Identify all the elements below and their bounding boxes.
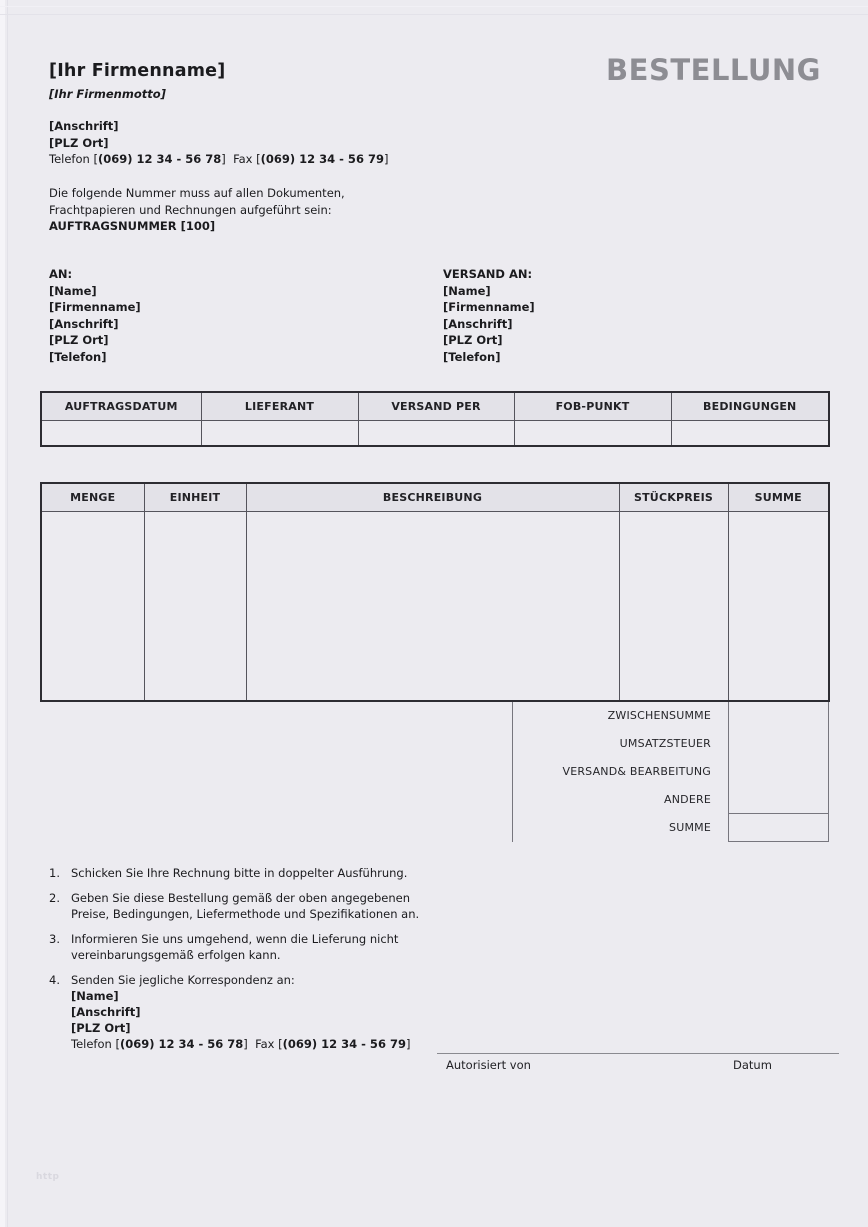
recipient-line: [Telefon]: [49, 349, 107, 364]
company-address-block: [49, 118, 388, 168]
tax-value-cell[interactable]: [728, 730, 829, 758]
items-value-cell[interactable]: [41, 511, 144, 701]
totals-row-other: [513, 786, 829, 814]
ship-to-line: [Firmenname]: [443, 300, 535, 315]
ship-to-heading: VERSAND AN:: [443, 267, 533, 281]
order-number: AUFTRAGSNUMMER [100]: [49, 219, 216, 233]
company-phone-fax-line: [49, 151, 388, 168]
instruction-item: [49, 865, 489, 881]
instruction-text: [71, 865, 407, 881]
totals-row-total: [513, 814, 829, 842]
order-info-header-cell: FOB-PUNKT: [514, 392, 671, 420]
company-name: [Ihr Firmenname]: [49, 61, 226, 81]
recipient-heading: AN:: [49, 267, 73, 281]
items-header-cell: MENGE: [41, 483, 144, 511]
order-info-value-cell[interactable]: [671, 420, 829, 446]
order-info-value-cell[interactable]: [201, 420, 358, 446]
order-info-value-cell[interactable]: [358, 420, 514, 446]
totals-row-subtotal: [513, 702, 829, 730]
order-info-value-row: [41, 420, 829, 446]
tax-label: UMSATZSTEUER: [619, 737, 711, 750]
bracket-close: ]: [383, 152, 389, 166]
phone-number: (069) 12 34 - 56 78: [97, 152, 222, 166]
scan-edge-artifact: [7, 0, 8, 1227]
instruction-line: Senden Sie jegliche Korrespondenz an:: [71, 973, 295, 987]
order-info-header-cell: LIEFERANT: [201, 392, 358, 420]
recipient-block: [49, 266, 141, 366]
items-header-cell: STÜCKPREIS: [619, 483, 728, 511]
instruction-line: Informieren Sie uns umgehend, wenn die Lieferung nicht: [71, 932, 399, 946]
fax-label: ] Fax [: [221, 152, 261, 166]
instruction-line: Schicken Sie Ihre Rechnung bitte in doppelter Ausführung.: [71, 866, 408, 880]
order-info-value-cell[interactable]: [41, 420, 201, 446]
fax-number: (069) 12 34 - 56 79: [282, 1037, 406, 1051]
instructions-list: [49, 865, 489, 1061]
phone-number: (069) 12 34 - 56 78: [119, 1037, 244, 1051]
items-header-row: [41, 483, 829, 511]
recipient-line: [Name]: [49, 283, 97, 298]
fax-number: (069) 12 34 - 56 79: [260, 152, 384, 166]
recipient-line: [Anschrift]: [49, 316, 119, 331]
fax-label: ] Fax [: [243, 1037, 283, 1051]
phone-label: Telefon [: [71, 1037, 120, 1051]
company-address-line: [PLZ Ort]: [49, 135, 109, 150]
instruction-number: 3.: [49, 932, 60, 946]
items-header-cell: SUMME: [728, 483, 829, 511]
order-info-value-cell[interactable]: [514, 420, 671, 446]
correspondence-address: [Anschrift]: [71, 1005, 141, 1019]
items-value-row: [41, 511, 829, 701]
instruction-item: [49, 890, 489, 922]
signature-line[interactable]: [437, 1053, 839, 1054]
company-address-line: [Anschrift]: [49, 119, 119, 133]
instruction-number: 2.: [49, 891, 60, 905]
date-label: Datum: [733, 1058, 772, 1072]
totals-row-shipping: [513, 758, 829, 786]
items-header-cell: BESCHREIBUNG: [246, 483, 619, 511]
ship-to-block: [443, 266, 535, 366]
order-info-table: [40, 391, 830, 447]
order-info-header-cell: BEDINGUNGEN: [671, 392, 829, 420]
ship-to-line: [PLZ Ort]: [443, 333, 503, 348]
instruction-line: Preise, Bedingungen, Liefermethode und Spezifikationen an.: [71, 907, 420, 921]
instruction-line: Geben Sie diese Bestellung gemäß der oben angegebenen: [71, 891, 411, 905]
company-motto: [Ihr Firmenmotto]: [49, 87, 166, 101]
instruction-item: [49, 972, 489, 1052]
instruction-number: 1.: [49, 866, 60, 880]
correspondence-city: [PLZ Ort]: [71, 1021, 131, 1035]
authorized-by-label: Autorisiert von: [446, 1058, 531, 1072]
document-title: BESTELLUNG: [606, 53, 821, 87]
other-label: ANDERE: [664, 793, 711, 806]
items-value-cell[interactable]: [144, 511, 246, 701]
shipping-label: VERSAND& BEARBEITUNG: [562, 765, 711, 778]
scan-edge-artifact: [0, 6, 868, 7]
other-value-cell[interactable]: [728, 786, 829, 814]
recipient-line: [Firmenname]: [49, 300, 141, 315]
instruction-text: [71, 972, 410, 1052]
items-value-cell[interactable]: [728, 511, 829, 701]
instruction-number: 4.: [49, 973, 60, 987]
bracket-close: ]: [405, 1037, 411, 1051]
scan-edge-artifact: [0, 14, 868, 15]
order-number-note: [49, 185, 345, 235]
note-line: Die folgende Nummer muss auf allen Dokumenten,: [49, 186, 345, 200]
instruction-item: [49, 931, 489, 963]
order-info-header-cell: VERSAND PER: [358, 392, 514, 420]
items-header-cell: EINHEIT: [144, 483, 246, 511]
subtotal-value-cell[interactable]: [728, 702, 829, 730]
recipient-line: [PLZ Ort]: [49, 333, 109, 348]
total-value-cell[interactable]: [728, 814, 829, 842]
total-label: SUMME: [669, 821, 711, 834]
instruction-text: [71, 931, 398, 963]
ship-to-line: [Anschrift]: [443, 316, 513, 331]
ship-to-line: [Telefon]: [443, 349, 501, 364]
instruction-text: [71, 890, 419, 922]
totals-section: [512, 702, 829, 842]
totals-row-tax: [513, 730, 829, 758]
ship-to-line: [Name]: [443, 283, 491, 298]
note-line: Frachtpapieren und Rechnungen aufgeführt sein:: [49, 202, 332, 217]
items-value-cell[interactable]: [246, 511, 619, 701]
order-info-header-row: [41, 392, 829, 420]
shipping-value-cell[interactable]: [728, 758, 829, 786]
instruction-line: vereinbarungsgemäß erfolgen kann.: [71, 948, 281, 962]
correspondence-phone-fax-line: [71, 1036, 410, 1052]
correspondence-name: [Name]: [71, 989, 119, 1003]
phone-label: Telefon [: [49, 152, 98, 166]
order-info-header-cell: AUFTRAGSDATUM: [41, 392, 201, 420]
items-table: [40, 482, 830, 702]
subtotal-label: ZWISCHENSUMME: [607, 709, 711, 722]
scan-edge-artifact: [0, 0, 5, 1227]
items-value-cell[interactable]: [619, 511, 728, 701]
watermark-text: http: [36, 1172, 60, 1182]
